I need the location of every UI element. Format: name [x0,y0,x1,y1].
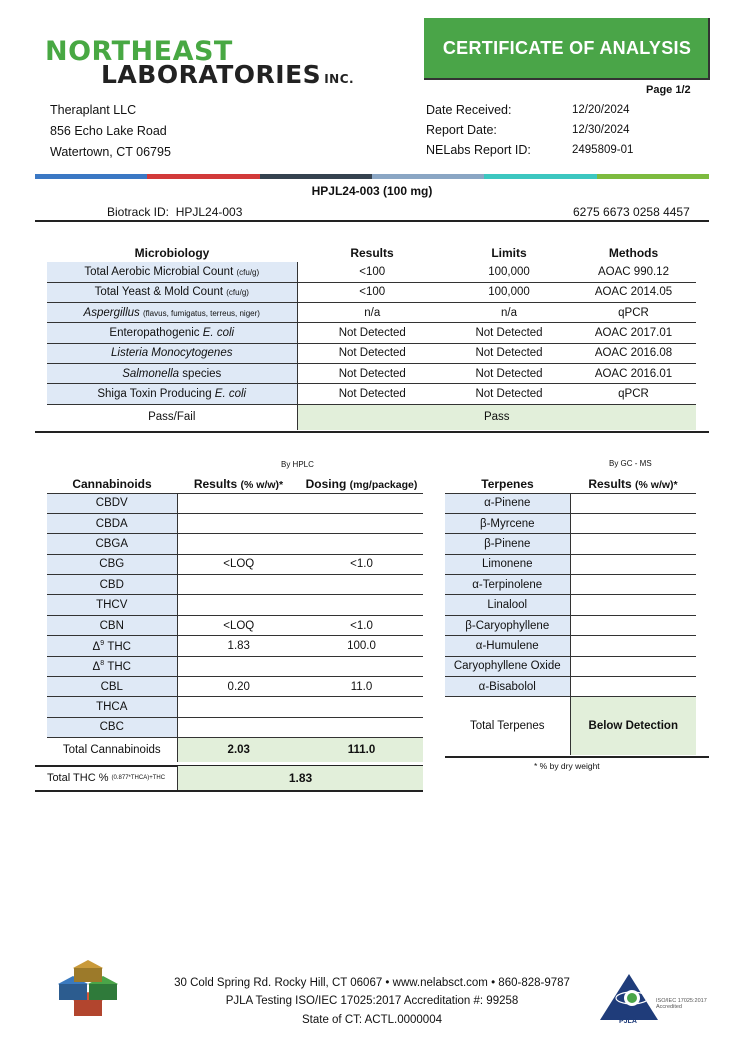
table-row [445,636,696,656]
terpene-name: Linalool [445,595,570,615]
micro-limit: n/a [447,303,571,323]
terpene-name: α-Bisabolol [445,677,570,697]
micro-result: <100 [297,262,447,282]
cannabinoid-name-text: CBL [100,680,123,693]
canna-header-results [177,475,300,493]
table-row [445,513,696,533]
test-name-text: species [182,367,222,380]
cannabinoid-name-text: CBG [99,558,125,571]
title-shadow-side [708,18,710,80]
client-street: 856 Echo Lake Road [50,124,167,138]
cannabinoid-name-text: CBDV [95,497,128,510]
terpene-result [570,595,696,615]
micro-result: Not Detected [297,363,447,383]
cannabinoid-dose [300,493,423,513]
micro-test-name [47,323,297,343]
cannabinoid-name-text: THCA [96,701,128,714]
cannabinoid-name [47,534,177,554]
total-thc-formula: (0.877*THCA)+THC [111,775,166,781]
cannabinoid-name [47,717,177,737]
cannabinoid-name [47,513,177,533]
micro-test-name [47,262,297,282]
terpene-name: β-Caryophyllene [445,615,570,635]
cannabinoid-dose [300,717,423,737]
cannabinoid-dose [300,656,423,676]
cannabinoid-name [47,615,177,635]
total-terpenes-value: Below Detection [570,697,696,755]
cannabinoid-result [177,717,300,737]
micro-method: AOAC 2014.05 [571,282,696,302]
cannabinoid-name-suffix: THC [107,640,131,653]
dry-weight-footnote: * % by dry weight [534,761,600,771]
product-divider [35,220,709,222]
micro-result: Not Detected [297,323,447,343]
cannabinoid-name-text: CBC [99,721,124,734]
gcms-method-label: By GC - MS [609,459,652,468]
cannabinoid-dose: <1.0 [300,615,423,635]
canna-header-name: Cannabinoids [47,475,177,493]
cannabinoid-result [177,534,300,554]
terpene-name: α-Pinene [445,493,570,513]
cannabinoid-name-text: CBD [99,578,124,591]
cannabinoid-dose: <1.0 [300,554,423,574]
table-row [445,554,696,574]
color-segment [147,174,259,179]
terp-header-results-text: Results [588,476,632,491]
cannabinoid-name [47,554,177,574]
cannabinoid-result [177,656,300,676]
test-unit: (cfu/g) [236,267,260,277]
logo-inc: INC. [324,72,355,86]
test-name-text: Enteropathogenic [109,327,200,340]
table-row [445,534,696,554]
passfail-label: Pass/Fail [47,404,297,430]
micro-test-name [47,282,297,302]
microbiology-table [47,244,696,430]
logo-laboratories-text: LABORATORIES [101,60,322,89]
table-row [445,615,696,635]
pjla-text: PJLA [619,1018,637,1025]
color-divider [35,174,709,179]
table-row [47,656,423,676]
terpene-result [570,493,696,513]
table-row [445,575,696,595]
certificate-title: CERTIFICATE OF ANALYSIS [424,18,710,78]
test-name-italic: E. coli [202,327,235,340]
title-shadow-bottom [424,78,710,80]
table-row [47,282,696,302]
cannabinoid-result [177,493,300,513]
hplc-method-label: By HPLC [281,460,314,469]
terpene-result [570,513,696,533]
terpenes-table [445,475,696,755]
test-name-text: Aspergillus [83,306,140,319]
cannabinoid-name-text: Δ [92,640,101,653]
terpene-name: α-Terpinolene [445,575,570,595]
canna-header-dosing-unit: (mg/package) [349,478,418,491]
table-row [47,384,696,404]
micro-test-name [47,384,297,404]
table-row [445,677,696,697]
test-unit: (flavus, fumigatus, terreus, niger) [143,308,260,318]
cannabinoid-dose [300,534,423,554]
pjla-logo [598,972,718,1028]
canna-header-dosing-text: Dosing [305,476,347,491]
cannabinoid-dose [300,697,423,717]
biotrack-id [107,205,242,219]
date-received-label: Date Received: [426,103,512,117]
table-row [47,717,423,737]
terpene-name: β-Pinene [445,534,570,554]
passfail-value: Pass [297,404,696,430]
terpene-name: Caryophyllene Oxide [445,656,570,676]
cannabinoid-result [177,575,300,595]
test-name-italic: E. coli [214,387,247,400]
terpene-result [570,636,696,656]
cannabinoid-name-text: CBDA [95,517,128,530]
cannabinoid-result: 0.20 [177,677,300,697]
cannabinoid-result: <LOQ [177,554,300,574]
total-thc-label-text: Total THC % [46,772,109,784]
micro-limit: Not Detected [447,323,571,343]
table-row [47,677,423,697]
micro-result: n/a [297,303,447,323]
color-segment [372,174,484,179]
cannabinoid-name [47,493,177,513]
micro-header-results: Results [350,246,394,260]
table-row [445,493,696,513]
test-name-italic: Salmonella [122,367,180,380]
color-segment [260,174,372,179]
date-received-value: 12/20/2024 [572,104,630,116]
cannabinoid-name-text: CBGA [95,537,129,550]
table-row [47,262,696,282]
footer-address: 30 Cold Spring Rd. Rocky Hill, CT 06067 • www.nelabsct.com • 860-828-9787 [174,977,570,989]
cannabinoid-name-text: CBN [99,619,124,632]
test-name-text: Total Aerobic Microbial Count [84,265,234,278]
micro-method: AOAC 2016.08 [571,343,696,363]
total-thc-bottom-rule [35,790,423,792]
cannabinoid-name [47,677,177,697]
canna-header-results-text: Results [193,476,238,491]
terpene-name: α-Humulene [445,636,570,656]
terpene-result [570,677,696,697]
cannabinoid-name [47,575,177,595]
table-row [47,636,423,656]
terpene-name: β-Myrcene [445,513,570,533]
terp-header-results [570,475,696,493]
micro-method: qPCR [571,384,696,404]
test-name-text: Shiga Toxin Producing [97,387,212,400]
micro-test-name [47,363,297,383]
micro-method: qPCR [571,303,696,323]
client-city: Watertown, CT 06795 [50,145,171,159]
table-row [47,323,696,343]
report-id-value: 2495809-01 [572,144,634,156]
logo-laboratories [101,60,354,89]
table-row [47,534,423,554]
table-row [47,697,423,717]
cannabinoid-result: <LOQ [177,615,300,635]
canna-header-results-unit: (% w/w)* [240,478,284,491]
micro-method: AOAC 2016.01 [571,363,696,383]
table-row [47,615,423,635]
cannabinoids-table [47,475,423,762]
cannabinoid-dose [300,513,423,533]
color-segment [484,174,596,179]
micro-limit: Not Detected [447,363,571,383]
cannabinoid-dose: 100.0 [300,636,423,656]
table-row [47,493,423,513]
micro-header-methods: Methods [608,246,659,260]
cannabinoid-name [47,595,177,615]
biotrack-label: Biotrack ID: [107,205,170,219]
product-name: HPJL24-003 (100 mg) [311,184,433,198]
color-segment [35,174,147,179]
total-terpenes-row [445,697,696,755]
cannabinoid-dose: 11.0 [300,677,423,697]
cannabinoid-name [47,656,177,676]
total-cannabinoids-result: 2.03 [177,738,300,762]
table-row [47,595,423,615]
table-row [47,554,423,574]
micro-bottom-rule [35,431,709,433]
table-row [445,656,696,676]
micro-test-name [47,303,297,323]
test-unit: (cfu/g) [226,288,249,298]
logo-northeast: NORTHEAST [45,36,233,67]
cannabinoid-superscript: 8 [100,659,105,667]
total-terpenes-label: Total Terpenes [445,697,570,755]
table-row [445,595,696,615]
total-cannabinoids-dose: 111.0 [300,738,423,762]
report-date-value: 12/30/2024 [572,124,630,136]
color-segment [597,174,709,179]
cannabinoid-result [177,697,300,717]
micro-limit: Not Detected [447,343,571,363]
cannabinoid-dose [300,575,423,595]
test-name-text: Listeria Monocytogenes [111,347,233,360]
passfail-row [47,404,696,430]
client-name: Theraplant LLC [50,103,137,117]
total-cannabinoids-label: Total Cannabinoids [47,738,177,762]
page-number: Page 1/2 [646,84,691,96]
iso-accredited-text: ISO/IEC 17025:2017 Accredited [656,998,707,1010]
cannabinoid-result [177,513,300,533]
micro-method: AOAC 2017.01 [571,323,696,343]
cannabinoid-result [177,595,300,615]
terpene-result [570,554,696,574]
cannabinoid-superscript: 9 [100,639,105,647]
table-row [47,513,423,533]
micro-test-name [47,343,297,363]
terp-header-name: Terpenes [445,475,570,493]
total-cannabinoids-row [47,738,423,762]
terpene-result [570,534,696,554]
cannabinoid-result: 1.83 [177,636,300,656]
micro-header-name: Microbiology [134,246,210,260]
report-id-label: NELabs Report ID: [426,143,531,157]
terp-header-results-unit: (% w/w)* [635,478,678,491]
terpene-result [570,575,696,595]
cannabinoid-name [47,697,177,717]
barcode-number: 6275 6673 0258 4457 [573,205,690,219]
report-date-label: Report Date: [426,123,497,137]
micro-limit: Not Detected [447,384,571,404]
cannabinoid-name-suffix: THC [107,660,131,673]
canna-header-dosing [300,475,423,493]
cannabinoid-name-text: Δ [92,660,101,673]
micro-header-limits: Limits [491,246,527,260]
table-row [47,303,696,323]
cannabinoid-dose [300,595,423,615]
table-row [47,575,423,595]
micro-result: Not Detected [297,384,447,404]
micro-limit: 100,000 [447,262,571,282]
terpene-name: Limonene [445,554,570,574]
biotrack-value: HPJL24-003 [175,205,243,219]
micro-limit: 100,000 [447,282,571,302]
total-thc-label [35,766,178,790]
cannabinoid-name-text: THCV [96,599,128,612]
footer-state-license: State of CT: ACTL.0000004 [301,1014,442,1026]
terpene-result [570,656,696,676]
table-row [47,363,696,383]
micro-result: Not Detected [297,343,447,363]
table-row [47,343,696,363]
terpene-result [570,615,696,635]
total-thc-value: 1.83 [178,766,423,790]
micro-result: <100 [297,282,447,302]
footer-accreditation: PJLA Testing ISO/IEC 17025:2017 Accreditation #: 99258 [225,995,519,1007]
test-name-text: Total Yeast & Mold Count [94,286,224,299]
micro-method: AOAC 990.12 [571,262,696,282]
terp-bottom-rule [445,756,709,758]
cannabinoid-name [47,636,177,656]
